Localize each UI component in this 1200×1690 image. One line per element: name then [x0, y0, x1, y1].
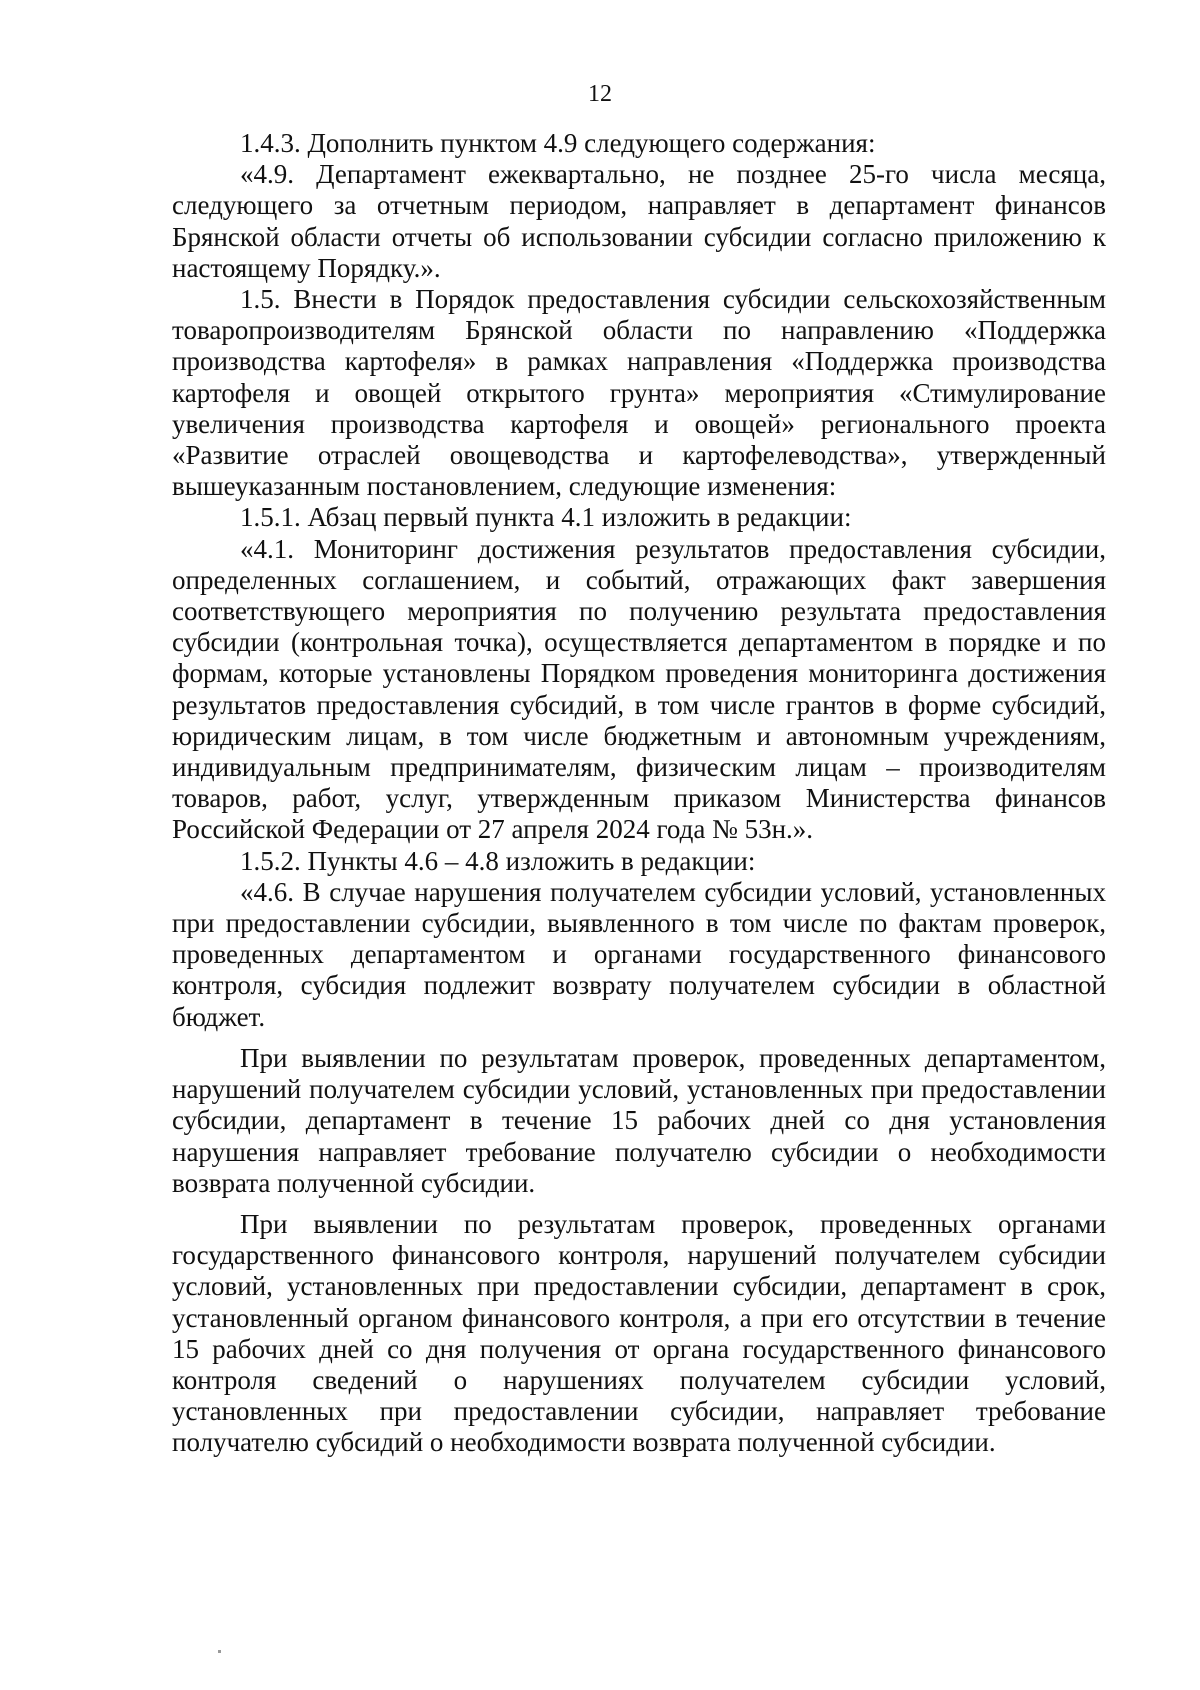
paragraph-1-5-1: 1.5.1. Абзац первый пункта 4.1 изложить в редакции: [240, 502, 852, 533]
paragraph-1-4-3: 1.4.3. Дополнить пунктом 4.9 следующего содержания: [240, 128, 876, 158]
page-number: 12 [588, 81, 612, 107]
document-body [172, 128, 1106, 1459]
paragraph-violation-control-organs: При выявлении по результатам проверок, проведенных органами государственного финансового контроля, нарушений получателем субсидии условий, установленных при предоставлении субсидии, департамент в срок, установленный органом финансового контроля, а при его отсутствии в течение 15 рабочих дней со дня получения от органа государственного финансового контроля сведений о нарушениях получателем субсидии условий, установленных при предоставлении субсидии, направляет требование получателю субсидий о необходимости возврата полученной субсидии. [172, 1208, 1106, 1458]
scan-speck [218, 1650, 221, 1653]
paragraph-1-5-2: 1.5.2. Пункты 4.6 – 4.8 изложить в редакции: [240, 845, 756, 876]
paragraph-violation-department: При выявлении по результатам проверок, проведенных департаментом, нарушений получателем субсидии условий, установленных при предоставлении субсидии, департамент в течение 15 рабочих дней со дня установления нарушения направляет требование получателю субсидии о необходимости возврата полученной субсидии. [172, 1042, 1106, 1198]
paragraph-1-5: 1.5. Внести в Порядок предоставления субсидии сельскохозяйственным товаропроизводителям Брянской области по направлению «Поддержка производства картофеля» в рамках направления «Поддержка производства картофеля и овощей открытого грунта» мероприятия «Стимулирование увеличения производства картофеля и овощей» регионального проекта «Развитие отраслей овощеводства и картофелеводства», утвержденный вышеуказанным постановлением, следующие изменения: [172, 284, 1106, 502]
paragraph-quote-4-6: «4.6. В случае нарушения получателем субсидии условий, установленных при предоставлении субсидии, выявленного в том числе по фактам проверок, проведенных департаментом и органами государственного финансового контроля, субсидия подлежит возврату получателем субсидии в областной бюджет. [172, 876, 1106, 1032]
paragraph-quote-4-1: «4.1. Мониторинг достижения результатов предоставления субсидии, определенных соглашением, и событий, отражающих факт завершения соответствующего мероприятия по получению результата предоставления субсидии (контрольная точка), осуществляется департаментом в порядке и по формам, которые установлены Порядком проведения мониторинга достижения результатов предоставления субсидий, в том числе грантов в форме субсидий, юридическим лицам, в том числе бюджетным и автономным учреждениям, индивидуальным предпринимателям, физическим лицам – производителям товаров, работ, услуг, утвержденным приказом Министерства финансов Российской Федерации от 27 апреля 2024 года № 53н.». [172, 533, 1106, 845]
paragraph-quote-4-9: «4.9. Департамент ежеквартально, не позднее 25-го числа месяца, следующего за отчетным периодом, направляет в департамент финансов Брянской области отчеты об использовании субсидии согласно приложению к настоящему Порядку.». [172, 159, 1106, 283]
